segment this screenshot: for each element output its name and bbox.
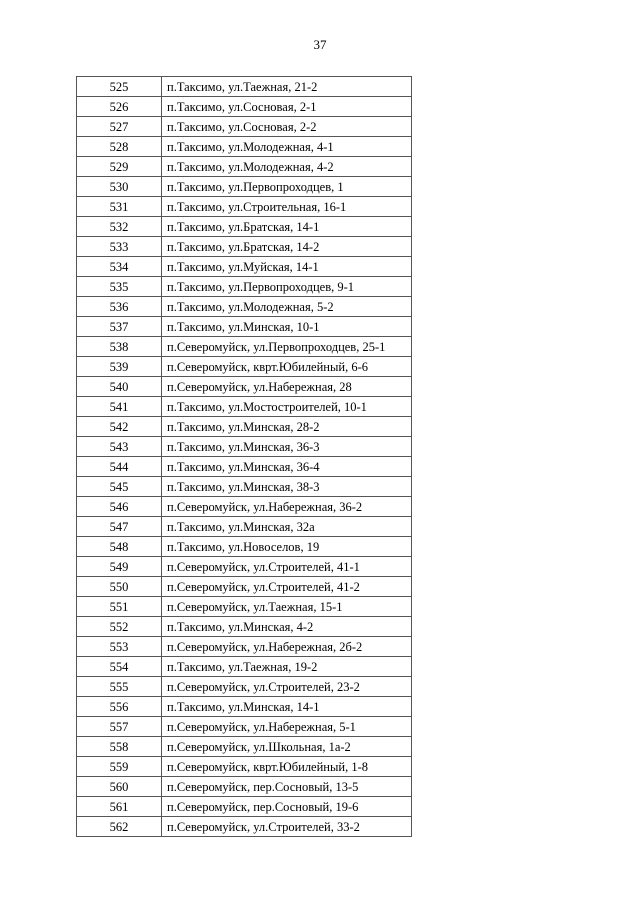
table-row [77, 677, 412, 697]
address-cell: п.Таксимо, ул.Первопроходцев, 9-1 [162, 277, 412, 297]
address-cell: п.Таксимо, ул.Минская, 32а [162, 517, 412, 537]
row-number-cell: 541 [77, 397, 162, 417]
table-row [77, 437, 412, 457]
address-cell: п.Таксимо, ул.Новоселов, 19 [162, 537, 412, 557]
table-row [77, 797, 412, 817]
row-number-cell: 526 [77, 97, 162, 117]
table-row [77, 317, 412, 337]
table-row [77, 257, 412, 277]
address-cell: п.Северомуйск, ул.Строителей, 41-1 [162, 557, 412, 577]
table-row [77, 537, 412, 557]
row-number-cell: 554 [77, 657, 162, 677]
table-row [77, 457, 412, 477]
address-cell: п.Таксимо, ул.Мостостроителей, 10-1 [162, 397, 412, 417]
row-number-cell: 544 [77, 457, 162, 477]
address-cell: п.Северомуйск, ул.Таежная, 15-1 [162, 597, 412, 617]
table-row [77, 377, 412, 397]
address-cell: п.Северомуйск, ул.Набережная, 36-2 [162, 497, 412, 517]
row-number-cell: 562 [77, 817, 162, 837]
table-row [77, 157, 412, 177]
address-table [76, 76, 412, 837]
table-row [77, 617, 412, 637]
address-cell: п.Северомуйск, ул.Набережная, 28 [162, 377, 412, 397]
table-row [77, 237, 412, 257]
table-row [77, 477, 412, 497]
table-row [77, 117, 412, 137]
row-number-cell: 548 [77, 537, 162, 557]
row-number-cell: 527 [77, 117, 162, 137]
row-number-cell: 546 [77, 497, 162, 517]
row-number-cell: 542 [77, 417, 162, 437]
table-row [77, 417, 412, 437]
page-number: 37 [313, 37, 327, 52]
address-cell: п.Таксимо, ул.Сосновая, 2-2 [162, 117, 412, 137]
row-number-cell: 551 [77, 597, 162, 617]
table-row [77, 397, 412, 417]
row-number-cell: 531 [77, 197, 162, 217]
row-number-cell: 550 [77, 577, 162, 597]
table-row [77, 97, 412, 117]
row-number-cell: 528 [77, 137, 162, 157]
address-cell: п.Таксимо, ул.Минская, 36-3 [162, 437, 412, 457]
row-number-cell: 557 [77, 717, 162, 737]
row-number-cell: 558 [77, 737, 162, 757]
address-cell: п.Северомуйск, пер.Сосновый, 13-5 [162, 777, 412, 797]
row-number-cell: 552 [77, 617, 162, 637]
row-number-cell: 532 [77, 217, 162, 237]
address-cell: п.Северомуйск, ул.Набережная, 5-1 [162, 717, 412, 737]
address-cell: п.Северомуйск, пер.Сосновый, 19-6 [162, 797, 412, 817]
address-cell: п.Таксимо, ул.Муйская, 14-1 [162, 257, 412, 277]
address-cell: п.Таксимо, ул.Минская, 38-3 [162, 477, 412, 497]
address-cell: п.Таксимо, ул.Минская, 4-2 [162, 617, 412, 637]
address-cell: п.Таксимо, ул.Таежная, 19-2 [162, 657, 412, 677]
address-cell: п.Северомуйск, ул.Первопроходцев, 25-1 [162, 337, 412, 357]
row-number-cell: 529 [77, 157, 162, 177]
address-cell: п.Северомуйск, ул.Строителей, 33-2 [162, 817, 412, 837]
table-row [77, 597, 412, 617]
address-cell: п.Таксимо, ул.Минская, 36-4 [162, 457, 412, 477]
row-number-cell: 559 [77, 757, 162, 777]
table-row [77, 517, 412, 537]
row-number-cell: 543 [77, 437, 162, 457]
table-row [77, 217, 412, 237]
address-cell: п.Таксимо, ул.Первопроходцев, 1 [162, 177, 412, 197]
row-number-cell: 535 [77, 277, 162, 297]
table-row [77, 497, 412, 517]
table-row [77, 697, 412, 717]
table-row [77, 357, 412, 377]
table-row [77, 557, 412, 577]
address-cell: п.Северомуйск, ул.Школьная, 1а-2 [162, 737, 412, 757]
table-row [77, 637, 412, 657]
row-number-cell: 533 [77, 237, 162, 257]
table-row [77, 297, 412, 317]
table-row [77, 657, 412, 677]
table-row [77, 777, 412, 797]
table-row [77, 577, 412, 597]
address-cell: п.Северомуйск, кврт.Юбилейный, 6-6 [162, 357, 412, 377]
row-number-cell: 553 [77, 637, 162, 657]
table-row [77, 817, 412, 837]
address-cell: п.Таксимо, ул.Сосновая, 2-1 [162, 97, 412, 117]
table-row [77, 757, 412, 777]
address-cell: п.Северомуйск, ул.Набережная, 2б-2 [162, 637, 412, 657]
address-cell: п.Северомуйск, ул.Строителей, 41-2 [162, 577, 412, 597]
table-row [77, 337, 412, 357]
table-row [77, 197, 412, 217]
table-row [77, 717, 412, 737]
row-number-cell: 547 [77, 517, 162, 537]
table-row [77, 177, 412, 197]
row-number-cell: 545 [77, 477, 162, 497]
row-number-cell: 536 [77, 297, 162, 317]
address-cell: п.Таксимо, ул.Молодежная, 5-2 [162, 297, 412, 317]
row-number-cell: 540 [77, 377, 162, 397]
row-number-cell: 538 [77, 337, 162, 357]
table-row [77, 77, 412, 97]
row-number-cell: 555 [77, 677, 162, 697]
address-cell: п.Таксимо, ул.Минская, 14-1 [162, 697, 412, 717]
row-number-cell: 537 [77, 317, 162, 337]
row-number-cell: 560 [77, 777, 162, 797]
address-cell: п.Таксимо, ул.Минская, 10-1 [162, 317, 412, 337]
row-number-cell: 549 [77, 557, 162, 577]
row-number-cell: 530 [77, 177, 162, 197]
address-cell: п.Таксимо, ул.Молодежная, 4-1 [162, 137, 412, 157]
table-row [77, 737, 412, 757]
row-number-cell: 556 [77, 697, 162, 717]
address-cell: п.Таксимо, ул.Молодежная, 4-2 [162, 157, 412, 177]
address-cell: п.Таксимо, ул.Братская, 14-1 [162, 217, 412, 237]
address-cell: п.Северомуйск, ул.Строителей, 23-2 [162, 677, 412, 697]
address-cell: п.Северомуйск, кврт.Юбилейный, 1-8 [162, 757, 412, 777]
address-cell: п.Таксимо, ул.Строительная, 16-1 [162, 197, 412, 217]
row-number-cell: 539 [77, 357, 162, 377]
table-row [77, 277, 412, 297]
address-cell: п.Таксимо, ул.Братская, 14-2 [162, 237, 412, 257]
address-cell: п.Таксимо, ул.Таежная, 21-2 [162, 77, 412, 97]
row-number-cell: 561 [77, 797, 162, 817]
row-number-cell: 525 [77, 77, 162, 97]
address-table-body [77, 77, 412, 837]
table-row [77, 137, 412, 157]
address-cell: п.Таксимо, ул.Минская, 28-2 [162, 417, 412, 437]
row-number-cell: 534 [77, 257, 162, 277]
